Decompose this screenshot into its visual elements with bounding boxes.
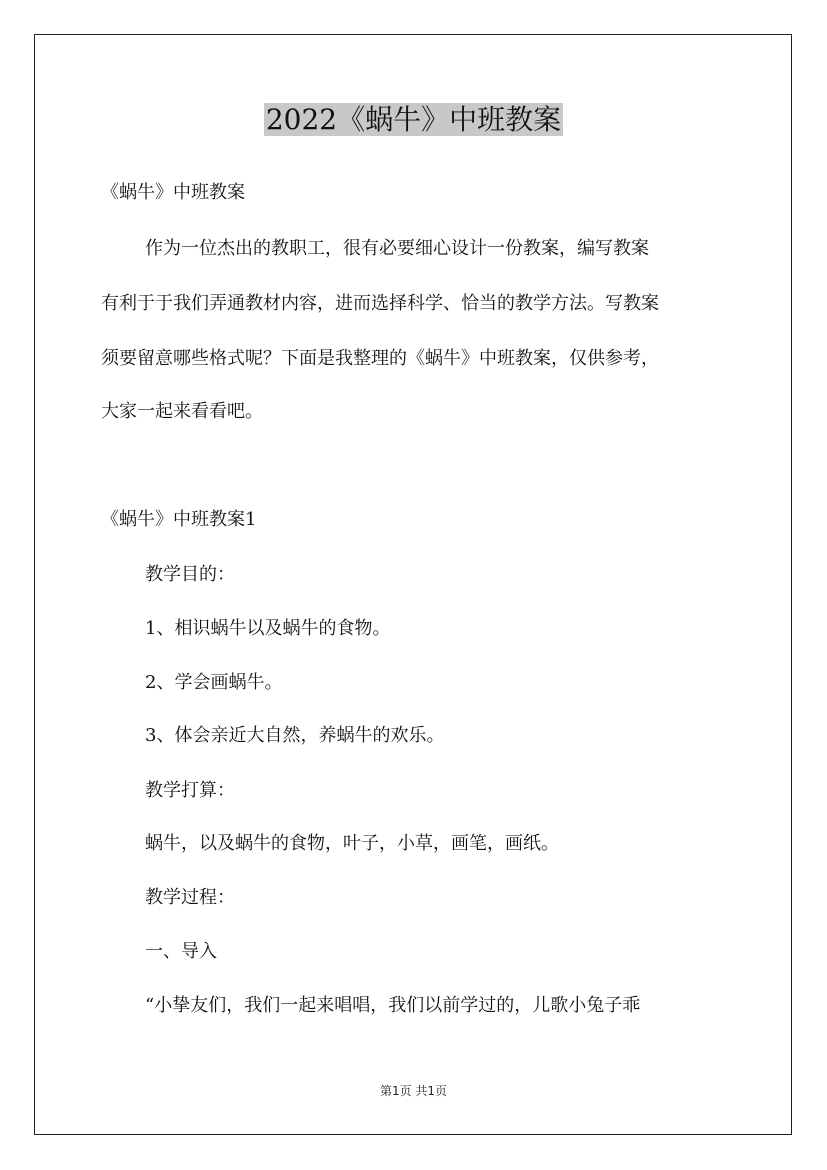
goal-item-2: 2、学会画蜗牛。 xyxy=(145,672,283,693)
section-heading: 《蜗牛》中班教案1 xyxy=(101,509,257,530)
intro-line-1: 作为一位杰出的教职工，很有必要细心设计一份教案，编写教案 xyxy=(145,238,649,259)
intro-line-2: 有利于于我们弄通教材内容，进而选择科学、恰当的教学方法。写教案 xyxy=(101,293,659,314)
document-title xyxy=(0,100,827,140)
goal-item-3: 3、体会亲近大自然，养蜗牛的欢乐。 xyxy=(145,725,445,746)
goals-label: 教学目的： xyxy=(145,564,235,585)
prep-label: 教学打算： xyxy=(145,780,235,801)
quote-line: “小挚友们，我们一起来唱唱，我们以前学过的，儿歌小兔子乖 xyxy=(145,995,641,1016)
document-title-highlight: 2022《蜗牛》中班教案 xyxy=(265,103,562,136)
prep-text: 蜗牛，以及蜗牛的食物，叶子，小草，画笔，画纸。 xyxy=(145,833,559,854)
intro-line-3: 须要留意哪些格式呢？下面是我整理的《蜗牛》中班教案，仅供参考， xyxy=(101,348,659,369)
step-one: 一、导入 xyxy=(145,941,217,962)
page-footer: 第1页 共1页 xyxy=(379,1084,448,1098)
intro-line-4: 大家一起来看看吧。 xyxy=(101,401,263,422)
goal-item-1: 1、相识蜗牛以及蜗牛的食物。 xyxy=(145,618,391,639)
process-label: 教学过程： xyxy=(145,887,235,908)
subtitle: 《蜗牛》中班教案 xyxy=(101,182,245,203)
